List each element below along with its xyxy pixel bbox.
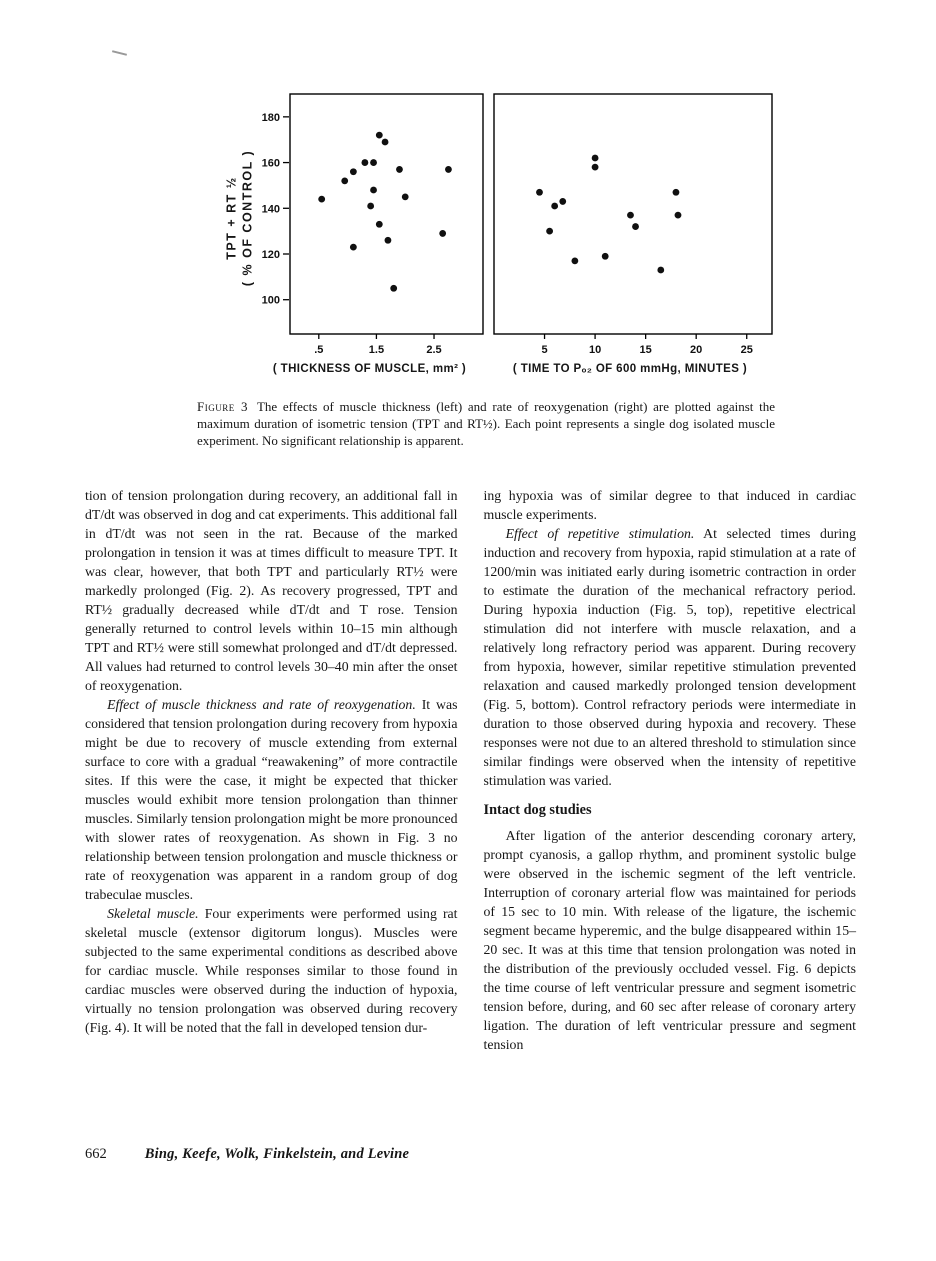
- right-column: [484, 486, 857, 1054]
- paragraph: [484, 486, 857, 524]
- svg-text:100: 100: [261, 294, 280, 307]
- svg-text:25: 25: [740, 344, 753, 356]
- paragraph: [484, 826, 857, 1054]
- paragraph-lead: Effect of repetitive stimulation.: [505, 526, 695, 541]
- paragraph-lead: Skeletal muscle.: [107, 906, 199, 921]
- scatter-plot-left: [252, 88, 487, 360]
- paragraph-text: ing hypoxia was of similar degree to that induced in cardiac muscle experiments.: [483, 488, 856, 522]
- svg-text:2.5: 2.5: [426, 344, 442, 356]
- svg-text:.5: .5: [314, 344, 324, 356]
- figure-3: [0, 0, 936, 470]
- svg-text:1.5: 1.5: [368, 344, 385, 356]
- svg-text:160: 160: [261, 157, 280, 170]
- figure-label: Figure 3: [197, 399, 248, 414]
- svg-text:180: 180: [261, 111, 280, 124]
- y-axis-label-line2: ( % OF CONTROL ): [240, 149, 254, 287]
- paragraph: [85, 695, 458, 904]
- running-authors: Bing, Keefe, Wolk, Finkelstein, and Levine: [144, 1146, 410, 1162]
- svg-text:140: 140: [261, 203, 280, 216]
- svg-text:15: 15: [639, 344, 652, 356]
- x-axis-label-right: ( TIME TO Pₒ₂ OF 600 mmHg, MINUTES ): [512, 363, 748, 375]
- svg-text:120: 120: [261, 249, 280, 261]
- y-axis-label-text: [224, 150, 255, 286]
- left-column: [85, 486, 458, 1054]
- paragraph-text: It was considered that tension prolongation during recovery from hypoxia might be due to recovery of muscle extending from external surface to core with a gradual “reawakening” of more contractile sites. If this were the case, it might be expected that thicker muscles would exhibit more tension prolongation than thinner muscles. Similarly tension prolongation might be more pronounced with slower rates of reoxygenation. As shown in Fig. 3 no relationship between tension prolongation and muscle thickness or rate of reoxygenation was apparent in a random group of dog trabeculae muscles.: [85, 697, 458, 902]
- scatter-plot-right: [488, 88, 778, 360]
- svg-text:10: 10: [588, 344, 602, 356]
- paragraph-text: tion of tension prolongation during recovery, an additional fall in dT/dt was observed in dog and cat experiments. This additional fall in dT/dt was not seen in the rat. Because of the marked prolongation in tension it was at times difficult to measure TPT. It was clear, however, that both TPT and particularly RT½ were markedly prolonged (Fig. 2). As recovery progressed, TPT and RT½ gradually decreased while dT/dt and T rose. Tension generally returned to control levels within 10–15 min although TPT and RT½ were still somewhat prolonged and dT/dt depressed. All values had returned to control levels 30–40 min after the onset of reoxygenation.: [85, 488, 458, 693]
- paragraph-text: After ligation of the anterior descending coronary artery, prompt cyanosis, a gallop rhythm, and prominent systolic bulge were observed in the ischemic segment of the left ventricle. Interruption of coronary arterial flow was maintained for periods of 15 sec to 10 min. With release of the ligature, the ischemic segment became hyperemic, and the bulge disappeared within 15–20 sec. It was at this time that tension prolongation was noted in the distribution of the previously occluded vessel. Fig. 6 depicts the time course of left ventricular pressure and segment isometric tension before, during, and 60 sec after release of coronary artery ligation. The duration of left ventricular pressure and segment tension: [483, 828, 856, 1052]
- paragraph: [85, 486, 458, 695]
- figure-caption-text: The effects of muscle thickness (left) and rate of reoxygenation (right) are plotted against the maximum duration of isometric tension (TPT and RT½). Each point represents a single dog isolated muscle experiment. No significant relationship is apparent.: [197, 399, 775, 449]
- page-number: 662: [85, 1146, 107, 1162]
- section-heading: Intact dog studies: [483, 802, 592, 818]
- page-footer: [85, 1146, 409, 1163]
- x-axis-label-left: ( THICKNESS OF MUSCLE, mm² ): [272, 363, 467, 375]
- paragraph: [85, 904, 458, 1037]
- paragraph: [484, 524, 857, 790]
- y-axis-label-line1: TPT + RT ½: [224, 176, 239, 260]
- paragraph-lead: Effect of muscle thickness and rate of reoxygenation.: [107, 697, 416, 712]
- svg-text:5: 5: [541, 344, 548, 356]
- paragraph-text: At selected times during induction and recovery from hypoxia, rapid stimulation at a rate of 1200/min was initiated early during isometric contraction in order to estimate the duration of the mechanical refractory period. During hypoxia induction (Fig. 5, top), repetitive electrical stimulation did not interfere with muscle relaxation, and a relatively long refractory period was apparent. During recovery from hypoxia, however, similar repetitive stimulation prevented relaxation and caused markedly prolonged tension development (Fig. 5, bottom). Control refractory periods were intermediate in duration to those observed during hypoxia and recovery. These responses were not due to an altered threshold to stimulation since similar findings were observed when the intensity of repetitive stimulation was varied.: [483, 526, 856, 788]
- svg-text:20: 20: [690, 344, 703, 356]
- paragraph-text: Four experiments were performed using rat skeletal muscle (extensor digitorum longus). Muscles were subjected to the same experimental conditions as described above for cardiac muscle. While responses similar to those found in cardiac muscles were observed during the induction of hypoxia, virtually no tension prolongation was observed during recovery (Fig. 4). It will be noted that the fall in developed tension dur-: [85, 906, 458, 1035]
- figure-caption: [197, 398, 775, 449]
- body-text: [85, 486, 856, 1054]
